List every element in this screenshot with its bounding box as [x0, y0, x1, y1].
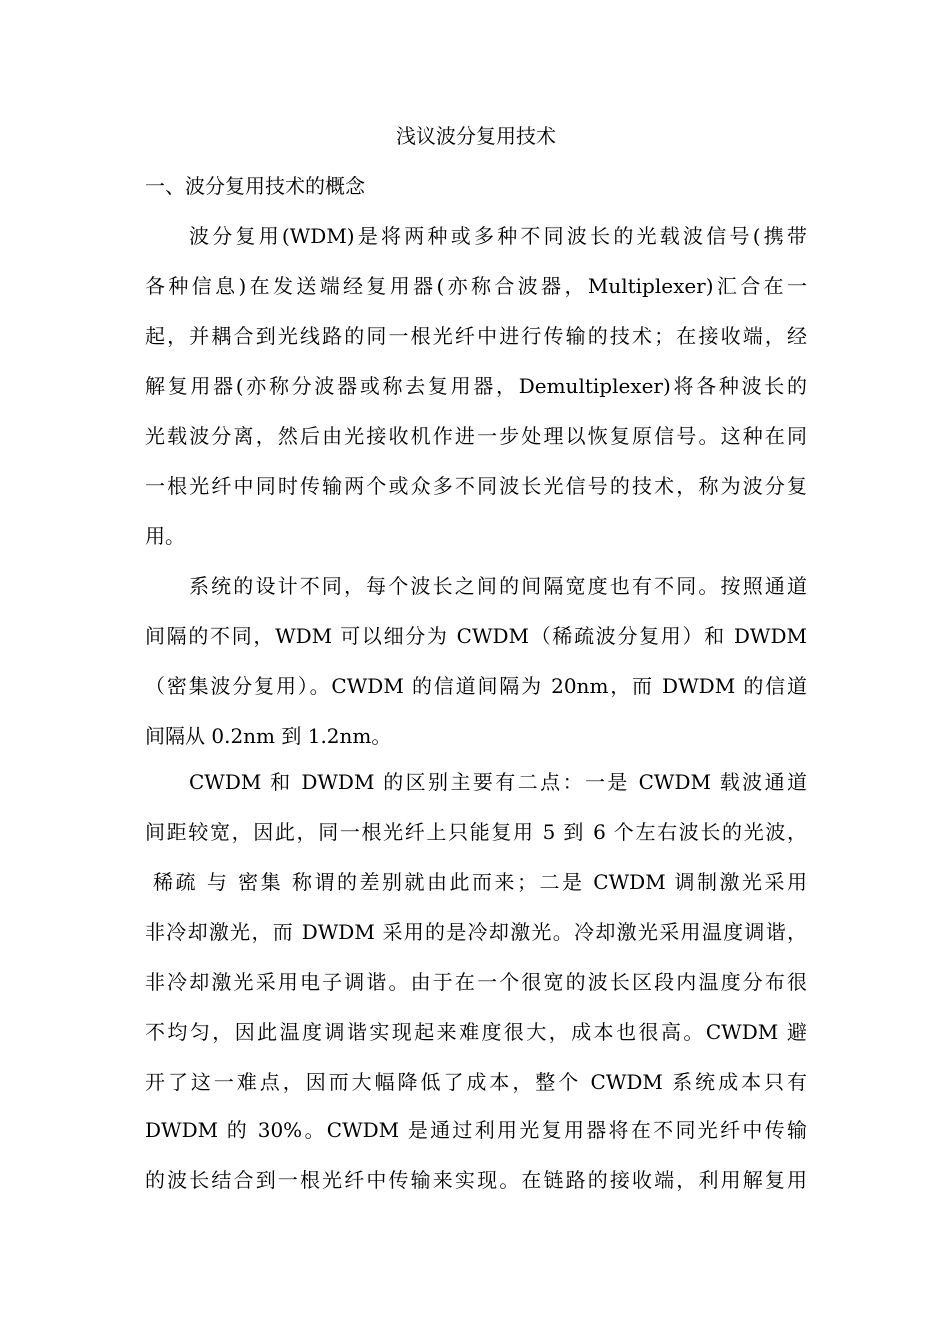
- paragraph-line: 不均匀，因此温度调谐实现起来难度很大，成本也很高。CWDM 避: [145, 1020, 807, 1044]
- paragraph-line: 解复用器(亦称分波器或称去复用器，Demultiplexer)将各种波长的: [145, 374, 807, 398]
- paragraph-line: 非冷却激光采用电子调谐。由于在一个很宽的波长区段内温度分布很: [145, 970, 807, 994]
- paragraph-line: DWDM 的 30%。CWDM 是通过利用光复用器将在不同光纤中传输: [145, 1118, 807, 1142]
- paragraph-line: CWDM 和 DWDM 的区别主要有二点：一是 CWDM 载波通道: [189, 770, 807, 794]
- paragraph-line: 间隔的不同，WDM 可以细分为 CWDM（稀疏波分复用）和 DWDM: [145, 624, 807, 648]
- paragraph-line: 系统的设计不同，每个波长之间的间隔宽度也有不同。按照通道: [189, 574, 807, 598]
- paragraph-line: 用。: [145, 524, 185, 548]
- paragraph-line: （密集波分复用）。CWDM 的信道间隔为 20nm，而 DWDM 的信道: [145, 674, 807, 698]
- paragraph-line: 波分复用(WDM)是将两种或多种不同波长的光载波信号(携带: [189, 224, 807, 248]
- paragraph-line: 一根光纤中同时传输两个或众多不同波长光信号的技术，称为波分复: [145, 474, 807, 498]
- section-heading: 一、波分复用技术的概念: [145, 174, 365, 198]
- paragraph-line: 开了这一难点，因而大幅降低了成本，整个 CWDM 系统成本只有: [145, 1070, 807, 1094]
- paragraph-line: 光载波分离，然后由光接收机作进一步处理以恢复原信号。这种在同: [145, 424, 807, 448]
- paragraph-line: 各种信息)在发送端经复用器(亦称合波器，Multiplexer)汇合在一: [145, 274, 807, 298]
- paragraph-line: 间距较宽，因此，同一根光纤上只能复用 5 到 6 个左右波长的光波，: [145, 820, 807, 844]
- document-title: 浅议波分复用技术: [396, 124, 556, 148]
- paragraph-line: 间隔从 0.2nm 到 1.2nm。: [145, 724, 392, 748]
- paragraph-line: 的波长结合到一根光纤中传输来实现。在链路的接收端，利用解复用: [145, 1168, 807, 1192]
- paragraph-line: 非冷却激光，而 DWDM 采用的是冷却激光。冷却激光采用温度调谐，: [145, 920, 807, 944]
- paragraph-line: 起，并耦合到光线路的同一根光纤中进行传输的技术；在接收端，经: [145, 324, 807, 348]
- paragraph-line: 稀疏 与 密集 称谓的差别就由此而来；二是 CWDM 调制激光采用: [153, 870, 807, 894]
